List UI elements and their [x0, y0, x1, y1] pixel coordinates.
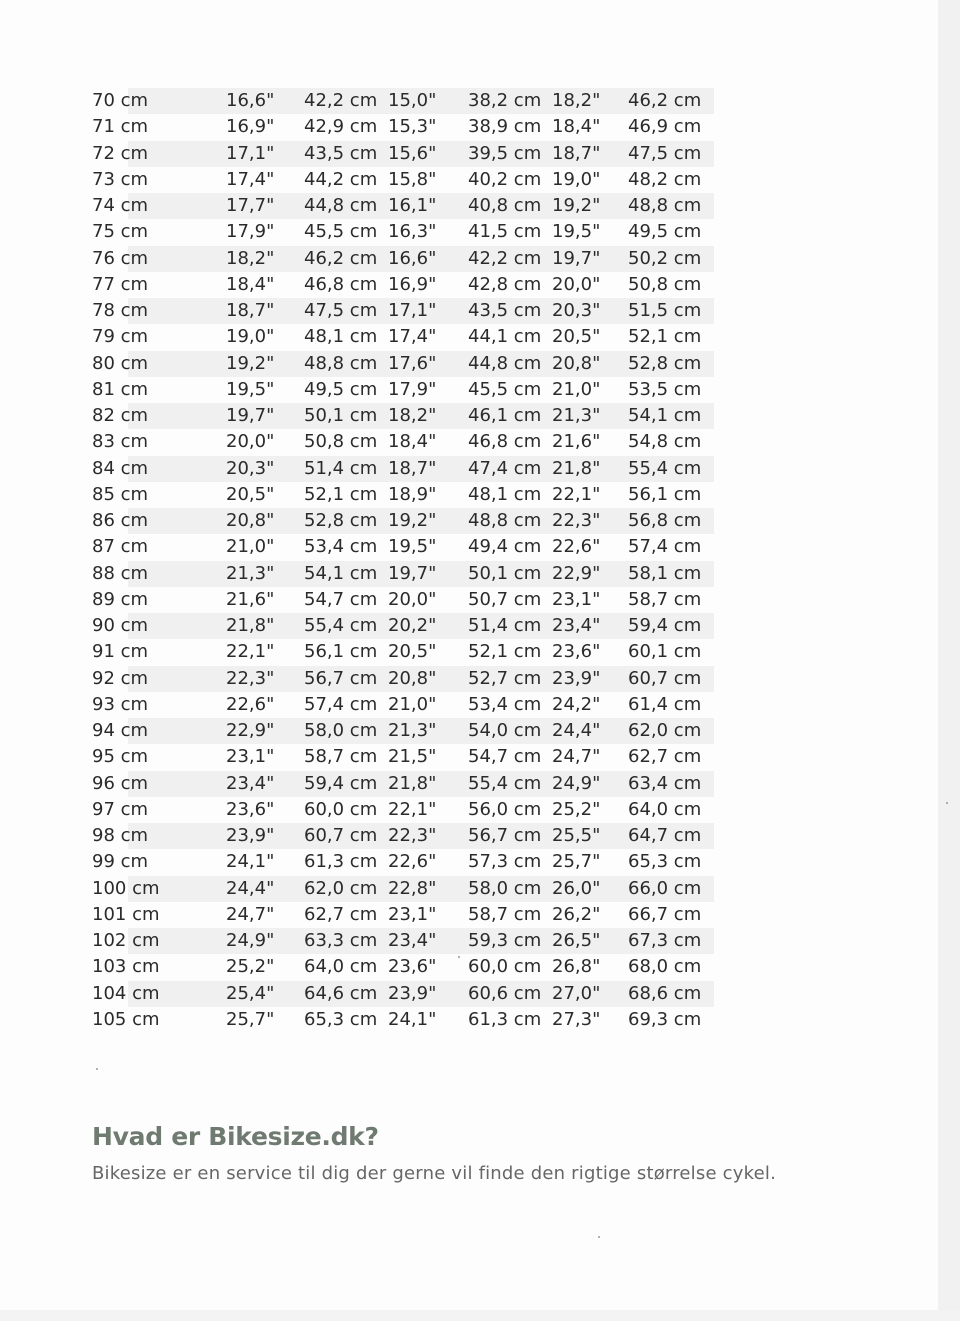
cell-inseam-cm: 97 cm	[92, 798, 149, 820]
cell-frame-cm-b: 43,5 cm	[468, 298, 552, 324]
scan-speck	[598, 1236, 600, 1238]
cell-frame-cm-a: 58,7 cm	[304, 746, 378, 768]
cell-frame-cm-a: 62,7 cm	[304, 903, 378, 925]
cell-frame-cm-a: 47,5 cm	[304, 298, 388, 324]
table-row	[92, 954, 714, 980]
table-row	[92, 508, 714, 534]
cell-frame-inch-b: 17,4"	[388, 326, 437, 348]
cell-frame-inch-a: 23,6"	[226, 798, 275, 820]
cell-frame-cm-c: 59,4 cm	[628, 613, 714, 639]
cell-inseam-cm: 76 cm	[92, 246, 226, 272]
table-row	[92, 482, 714, 508]
cell-inseam-cm: 86 cm	[92, 508, 226, 534]
cell-frame-cm-c: 55,4 cm	[628, 456, 714, 482]
cell-frame-cm-c: 53,5 cm	[628, 378, 702, 400]
table-row	[92, 534, 714, 560]
table-row	[92, 981, 714, 1007]
cell-frame-cm-c: 46,9 cm	[628, 116, 702, 138]
cell-frame-cm-c: 69,3 cm	[628, 1008, 702, 1030]
cell-inseam-cm: 81 cm	[92, 378, 149, 400]
cell-frame-cm-b: 39,5 cm	[468, 141, 552, 167]
cell-frame-inch-a: 19,7"	[226, 403, 304, 429]
cell-frame-cm-c: 68,0 cm	[628, 956, 702, 978]
cell-inseam-cm: 77 cm	[92, 273, 149, 295]
cell-frame-inch-a: 23,4"	[226, 771, 304, 797]
cell-frame-cm-c: 65,3 cm	[628, 851, 702, 873]
cell-frame-inch-b: 22,8"	[388, 876, 468, 902]
cell-frame-cm-a: 64,6 cm	[304, 981, 388, 1007]
cell-frame-inch-c: 19,0"	[552, 168, 601, 190]
table-row	[92, 88, 714, 114]
cell-frame-cm-a: 55,4 cm	[304, 613, 388, 639]
cell-frame-inch-c: 24,2"	[552, 693, 601, 715]
table-row	[92, 403, 714, 429]
size-table-body	[92, 88, 714, 1033]
cell-frame-inch-c: 23,4"	[552, 613, 628, 639]
cell-frame-cm-b: 52,7 cm	[468, 666, 552, 692]
table-row	[92, 876, 714, 902]
size-conversion-table	[92, 88, 714, 1033]
cell-inseam-cm: 88 cm	[92, 561, 226, 587]
cell-frame-cm-c: 68,6 cm	[628, 981, 714, 1007]
cell-frame-inch-c: 21,3"	[552, 403, 628, 429]
cell-frame-inch-b: 17,9"	[388, 378, 437, 400]
cell-frame-cm-c: 49,5 cm	[628, 221, 702, 243]
cell-frame-cm-b: 60,6 cm	[468, 981, 552, 1007]
cell-frame-inch-c: 20,8"	[552, 351, 628, 377]
table-row	[92, 666, 714, 692]
cell-frame-cm-b: 47,4 cm	[468, 456, 552, 482]
cell-frame-cm-b: 53,4 cm	[468, 693, 542, 715]
cell-frame-cm-b: 49,4 cm	[468, 536, 542, 558]
cell-frame-inch-a: 17,1"	[226, 141, 304, 167]
cell-inseam-cm: 98 cm	[92, 823, 226, 849]
page-edge-bottom	[0, 1310, 960, 1321]
cell-frame-cm-c: 52,1 cm	[628, 326, 702, 348]
cell-frame-cm-a: 54,1 cm	[304, 561, 388, 587]
cell-frame-cm-a: 43,5 cm	[304, 141, 388, 167]
cell-frame-cm-a: 58,0 cm	[304, 718, 388, 744]
cell-frame-cm-a: 61,3 cm	[304, 851, 378, 873]
cell-frame-inch-a: 25,4"	[226, 981, 304, 1007]
cell-frame-cm-b: 55,4 cm	[468, 771, 552, 797]
cell-frame-cm-a: 48,1 cm	[304, 326, 378, 348]
cell-frame-cm-b: 61,3 cm	[468, 1008, 542, 1030]
cell-frame-inch-a: 24,9"	[226, 928, 304, 954]
cell-inseam-cm: 95 cm	[92, 746, 149, 768]
cell-frame-inch-c: 26,0"	[552, 876, 628, 902]
cell-frame-cm-b: 40,2 cm	[468, 168, 542, 190]
cell-frame-cm-c: 58,7 cm	[628, 588, 702, 610]
cell-frame-cm-a: 59,4 cm	[304, 771, 388, 797]
cell-frame-inch-c: 20,5"	[552, 326, 601, 348]
cell-inseam-cm: 105 cm	[92, 1008, 160, 1030]
cell-frame-inch-a: 21,0"	[226, 536, 275, 558]
cell-frame-inch-c: 26,2"	[552, 903, 601, 925]
cell-inseam-cm: 96 cm	[92, 771, 226, 797]
cell-frame-cm-c: 66,7 cm	[628, 903, 702, 925]
cell-frame-inch-b: 21,0"	[388, 693, 437, 715]
table-row	[92, 1007, 714, 1033]
cell-frame-cm-c: 63,4 cm	[628, 771, 714, 797]
cell-inseam-cm: 74 cm	[92, 193, 226, 219]
cell-frame-cm-b: 59,3 cm	[468, 928, 552, 954]
cell-frame-cm-c: 64,7 cm	[628, 823, 714, 849]
cell-frame-inch-a: 18,4"	[226, 273, 275, 295]
cell-frame-inch-b: 20,5"	[388, 641, 437, 663]
cell-frame-cm-a: 51,4 cm	[304, 456, 388, 482]
cell-inseam-cm: 73 cm	[92, 168, 149, 190]
cell-frame-inch-b: 15,8"	[388, 168, 437, 190]
cell-frame-cm-a: 64,0 cm	[304, 956, 378, 978]
cell-frame-inch-a: 24,7"	[226, 903, 275, 925]
cell-inseam-cm: 75 cm	[92, 221, 149, 243]
cell-frame-cm-a: 56,7 cm	[304, 666, 388, 692]
cell-inseam-cm: 82 cm	[92, 403, 226, 429]
cell-frame-cm-a: 65,3 cm	[304, 1008, 378, 1030]
cell-inseam-cm: 93 cm	[92, 693, 149, 715]
cell-frame-cm-b: 42,2 cm	[468, 246, 552, 272]
cell-frame-inch-b: 22,3"	[388, 823, 468, 849]
table-row	[92, 219, 714, 245]
cell-frame-inch-c: 19,5"	[552, 221, 601, 243]
cell-frame-inch-b: 20,8"	[388, 666, 468, 692]
cell-frame-cm-c: 58,1 cm	[628, 561, 714, 587]
cell-inseam-cm: 94 cm	[92, 718, 226, 744]
cell-inseam-cm: 79 cm	[92, 326, 149, 348]
cell-frame-cm-c: 54,1 cm	[628, 403, 714, 429]
cell-frame-cm-b: 54,0 cm	[468, 718, 552, 744]
cell-frame-inch-c: 27,0"	[552, 981, 628, 1007]
cell-frame-inch-b: 24,1"	[388, 1008, 437, 1030]
cell-frame-cm-a: 42,2 cm	[304, 88, 388, 114]
cell-inseam-cm: 104 cm	[92, 981, 226, 1007]
cell-frame-cm-b: 42,8 cm	[468, 273, 542, 295]
cell-frame-inch-a: 19,0"	[226, 326, 275, 348]
cell-inseam-cm: 78 cm	[92, 298, 226, 324]
cell-inseam-cm: 72 cm	[92, 141, 226, 167]
cell-frame-inch-a: 21,3"	[226, 561, 304, 587]
cell-frame-inch-b: 16,6"	[388, 246, 468, 272]
cell-frame-cm-b: 58,0 cm	[468, 876, 552, 902]
cell-frame-inch-c: 22,6"	[552, 536, 601, 558]
cell-frame-cm-b: 50,1 cm	[468, 561, 552, 587]
cell-frame-inch-b: 16,3"	[388, 221, 437, 243]
cell-frame-inch-b: 17,1"	[388, 298, 468, 324]
cell-frame-inch-a: 25,2"	[226, 956, 275, 978]
cell-frame-cm-b: 50,7 cm	[468, 588, 542, 610]
cell-frame-inch-b: 23,4"	[388, 928, 468, 954]
cell-frame-inch-c: 25,2"	[552, 798, 601, 820]
cell-frame-inch-c: 18,2"	[552, 88, 628, 114]
cell-frame-cm-a: 44,2 cm	[304, 168, 378, 190]
cell-frame-cm-b: 58,7 cm	[468, 903, 542, 925]
cell-frame-cm-a: 60,0 cm	[304, 798, 378, 820]
cell-frame-cm-c: 48,8 cm	[628, 193, 714, 219]
table-row	[92, 193, 714, 219]
scan-speck	[946, 802, 948, 804]
cell-frame-inch-c: 20,3"	[552, 298, 628, 324]
cell-frame-cm-b: 56,7 cm	[468, 823, 552, 849]
cell-frame-cm-c: 62,0 cm	[628, 718, 714, 744]
cell-frame-cm-a: 49,5 cm	[304, 378, 378, 400]
about-title: Hvad er Bikesize.dk?	[92, 1122, 379, 1151]
table-row	[92, 456, 714, 482]
cell-frame-inch-a: 22,6"	[226, 693, 275, 715]
cell-frame-inch-b: 22,1"	[388, 798, 437, 820]
cell-frame-inch-b: 23,9"	[388, 981, 468, 1007]
about-section	[92, 1122, 912, 1184]
cell-frame-inch-c: 22,9"	[552, 561, 628, 587]
cell-frame-inch-a: 20,5"	[226, 483, 275, 505]
cell-frame-cm-a: 44,8 cm	[304, 193, 388, 219]
cell-frame-inch-c: 22,1"	[552, 483, 601, 505]
cell-frame-cm-c: 54,8 cm	[628, 431, 702, 453]
cell-frame-inch-b: 19,7"	[388, 561, 468, 587]
cell-frame-inch-b: 18,2"	[388, 403, 468, 429]
cell-frame-cm-a: 46,2 cm	[304, 246, 388, 272]
table-row	[92, 429, 714, 455]
cell-frame-cm-b: 45,5 cm	[468, 378, 542, 400]
cell-frame-inch-a: 23,1"	[226, 746, 275, 768]
cell-frame-cm-b: 40,8 cm	[468, 193, 552, 219]
cell-inseam-cm: 100 cm	[92, 876, 226, 902]
cell-frame-cm-b: 38,9 cm	[468, 116, 542, 138]
cell-frame-cm-a: 56,1 cm	[304, 641, 378, 663]
cell-frame-cm-a: 57,4 cm	[304, 693, 378, 715]
cell-frame-cm-a: 63,3 cm	[304, 928, 388, 954]
table-row	[92, 272, 714, 298]
cell-frame-cm-a: 53,4 cm	[304, 536, 378, 558]
table-row	[92, 561, 714, 587]
cell-frame-inch-a: 18,7"	[226, 298, 304, 324]
table-row	[92, 823, 714, 849]
cell-frame-inch-c: 21,6"	[552, 431, 601, 453]
cell-inseam-cm: 84 cm	[92, 456, 226, 482]
cell-inseam-cm: 103 cm	[92, 956, 160, 978]
cell-frame-inch-a: 22,3"	[226, 666, 304, 692]
cell-frame-cm-c: 47,5 cm	[628, 141, 714, 167]
cell-frame-inch-c: 18,7"	[552, 141, 628, 167]
table-row	[92, 849, 714, 875]
cell-frame-cm-b: 46,1 cm	[468, 403, 552, 429]
cell-frame-cm-c: 48,2 cm	[628, 168, 702, 190]
table-row	[92, 351, 714, 377]
cell-frame-cm-c: 64,0 cm	[628, 798, 702, 820]
table-row	[92, 298, 714, 324]
cell-frame-inch-b: 17,6"	[388, 351, 468, 377]
cell-frame-inch-c: 26,5"	[552, 928, 628, 954]
cell-frame-inch-b: 15,3"	[388, 116, 437, 138]
cell-frame-cm-a: 54,7 cm	[304, 588, 378, 610]
cell-frame-inch-c: 26,8"	[552, 956, 601, 978]
cell-frame-cm-b: 44,1 cm	[468, 326, 542, 348]
cell-frame-inch-a: 18,2"	[226, 246, 304, 272]
cell-inseam-cm: 71 cm	[92, 116, 149, 138]
cell-frame-cm-c: 61,4 cm	[628, 693, 702, 715]
cell-frame-inch-a: 20,8"	[226, 508, 304, 534]
cell-frame-cm-b: 48,8 cm	[468, 508, 552, 534]
cell-frame-cm-c: 56,8 cm	[628, 508, 714, 534]
cell-frame-inch-a: 19,2"	[226, 351, 304, 377]
cell-frame-inch-c: 23,9"	[552, 666, 628, 692]
cell-inseam-cm: 87 cm	[92, 536, 149, 558]
cell-frame-inch-b: 19,5"	[388, 536, 437, 558]
cell-frame-inch-c: 19,7"	[552, 246, 628, 272]
cell-frame-cm-b: 44,8 cm	[468, 351, 552, 377]
cell-frame-inch-a: 16,9"	[226, 116, 275, 138]
cell-frame-cm-b: 52,1 cm	[468, 641, 542, 663]
cell-frame-inch-b: 18,7"	[388, 456, 468, 482]
cell-frame-inch-c: 25,7"	[552, 851, 601, 873]
cell-frame-cm-b: 54,7 cm	[468, 746, 542, 768]
cell-inseam-cm: 102 cm	[92, 928, 226, 954]
table-row	[92, 902, 714, 928]
cell-frame-cm-a: 52,8 cm	[304, 508, 388, 534]
scan-speck	[458, 956, 460, 958]
cell-frame-inch-b: 18,9"	[388, 483, 437, 505]
cell-frame-inch-a: 17,9"	[226, 221, 275, 243]
cell-inseam-cm: 90 cm	[92, 613, 226, 639]
cell-frame-cm-c: 46,2 cm	[628, 88, 714, 114]
cell-frame-cm-c: 50,2 cm	[628, 246, 714, 272]
cell-frame-cm-c: 60,1 cm	[628, 641, 702, 663]
cell-frame-cm-a: 46,8 cm	[304, 273, 378, 295]
cell-frame-inch-c: 24,9"	[552, 771, 628, 797]
cell-frame-inch-b: 21,3"	[388, 718, 468, 744]
table-row	[92, 692, 714, 718]
cell-frame-inch-a: 25,7"	[226, 1008, 275, 1030]
cell-frame-cm-a: 50,8 cm	[304, 431, 378, 453]
cell-frame-inch-c: 25,5"	[552, 823, 628, 849]
cell-frame-inch-a: 22,9"	[226, 718, 304, 744]
cell-frame-inch-a: 21,8"	[226, 613, 304, 639]
cell-frame-inch-c: 22,3"	[552, 508, 628, 534]
table-row	[92, 771, 714, 797]
cell-frame-cm-a: 60,7 cm	[304, 823, 388, 849]
cell-frame-inch-b: 18,4"	[388, 431, 437, 453]
cell-inseam-cm: 99 cm	[92, 851, 149, 873]
about-text: Bikesize er en service til dig der gerne vil finde den rigtige størrelse cykel.	[92, 1163, 776, 1184]
cell-frame-inch-c: 23,6"	[552, 641, 601, 663]
cell-frame-inch-a: 17,7"	[226, 193, 304, 219]
cell-frame-cm-c: 60,7 cm	[628, 666, 714, 692]
cell-inseam-cm: 80 cm	[92, 351, 226, 377]
cell-frame-inch-a: 23,9"	[226, 823, 304, 849]
cell-frame-cm-b: 57,3 cm	[468, 851, 542, 873]
cell-frame-cm-b: 48,1 cm	[468, 483, 542, 505]
cell-frame-inch-a: 21,6"	[226, 588, 275, 610]
table-row	[92, 377, 714, 403]
cell-frame-inch-c: 18,4"	[552, 116, 601, 138]
cell-frame-cm-a: 52,1 cm	[304, 483, 378, 505]
cell-frame-inch-a: 22,1"	[226, 641, 275, 663]
table-row	[92, 246, 714, 272]
cell-frame-inch-c: 23,1"	[552, 588, 601, 610]
cell-frame-cm-c: 56,1 cm	[628, 483, 702, 505]
cell-frame-cm-c: 67,3 cm	[628, 928, 714, 954]
cell-inseam-cm: 85 cm	[92, 483, 149, 505]
cell-frame-inch-b: 15,0"	[388, 88, 468, 114]
cell-frame-inch-a: 19,5"	[226, 378, 275, 400]
table-row	[92, 744, 714, 770]
table-row	[92, 141, 714, 167]
cell-frame-cm-c: 57,4 cm	[628, 536, 702, 558]
cell-frame-inch-a: 16,6"	[226, 88, 304, 114]
cell-frame-cm-a: 48,8 cm	[304, 351, 388, 377]
cell-frame-cm-a: 45,5 cm	[304, 221, 378, 243]
table-row	[92, 613, 714, 639]
cell-inseam-cm: 91 cm	[92, 641, 149, 663]
cell-frame-inch-b: 22,6"	[388, 851, 437, 873]
cell-frame-inch-c: 24,7"	[552, 746, 601, 768]
cell-inseam-cm: 92 cm	[92, 666, 226, 692]
cell-frame-cm-c: 62,7 cm	[628, 746, 702, 768]
cell-inseam-cm: 89 cm	[92, 588, 149, 610]
cell-frame-inch-c: 21,0"	[552, 378, 601, 400]
cell-frame-cm-a: 42,9 cm	[304, 116, 378, 138]
cell-frame-cm-b: 51,4 cm	[468, 613, 552, 639]
cell-frame-inch-c: 24,4"	[552, 718, 628, 744]
table-row	[92, 639, 714, 665]
cell-frame-cm-b: 60,0 cm	[468, 956, 542, 978]
cell-frame-cm-b: 56,0 cm	[468, 798, 542, 820]
page-edge-right	[938, 0, 960, 1321]
cell-frame-inch-a: 20,3"	[226, 456, 304, 482]
cell-frame-inch-a: 24,4"	[226, 876, 304, 902]
cell-frame-cm-c: 50,8 cm	[628, 273, 702, 295]
cell-frame-inch-b: 19,2"	[388, 508, 468, 534]
cell-frame-inch-b: 20,2"	[388, 613, 468, 639]
cell-frame-inch-b: 20,0"	[388, 588, 437, 610]
cell-frame-inch-b: 15,6"	[388, 141, 468, 167]
cell-frame-inch-c: 21,8"	[552, 456, 628, 482]
table-row	[92, 114, 714, 140]
table-row	[92, 797, 714, 823]
scan-speck	[96, 1068, 98, 1070]
cell-frame-cm-b: 46,8 cm	[468, 431, 542, 453]
cell-frame-inch-b: 23,1"	[388, 903, 437, 925]
cell-frame-inch-b: 16,9"	[388, 273, 437, 295]
table-row	[92, 324, 714, 350]
table-row	[92, 167, 714, 193]
table-row	[92, 587, 714, 613]
cell-frame-cm-c: 52,8 cm	[628, 351, 714, 377]
cell-frame-inch-a: 17,4"	[226, 168, 275, 190]
cell-frame-cm-a: 50,1 cm	[304, 403, 388, 429]
cell-frame-cm-b: 38,2 cm	[468, 88, 552, 114]
cell-frame-inch-a: 20,0"	[226, 431, 275, 453]
cell-frame-inch-c: 19,2"	[552, 193, 628, 219]
cell-frame-inch-b: 23,6"	[388, 956, 437, 978]
cell-frame-cm-a: 62,0 cm	[304, 876, 388, 902]
cell-frame-cm-c: 51,5 cm	[628, 298, 714, 324]
cell-inseam-cm: 70 cm	[92, 88, 226, 114]
cell-inseam-cm: 83 cm	[92, 431, 149, 453]
cell-frame-inch-c: 20,0"	[552, 273, 601, 295]
cell-frame-cm-b: 41,5 cm	[468, 221, 542, 243]
cell-frame-inch-c: 27,3"	[552, 1008, 601, 1030]
cell-frame-cm-c: 66,0 cm	[628, 876, 714, 902]
cell-inseam-cm: 101 cm	[92, 903, 160, 925]
cell-frame-inch-a: 24,1"	[226, 851, 275, 873]
cell-frame-inch-b: 21,5"	[388, 746, 437, 768]
cell-frame-inch-b: 16,1"	[388, 193, 468, 219]
cell-frame-inch-b: 21,8"	[388, 771, 468, 797]
table-row	[92, 928, 714, 954]
table-row	[92, 718, 714, 744]
